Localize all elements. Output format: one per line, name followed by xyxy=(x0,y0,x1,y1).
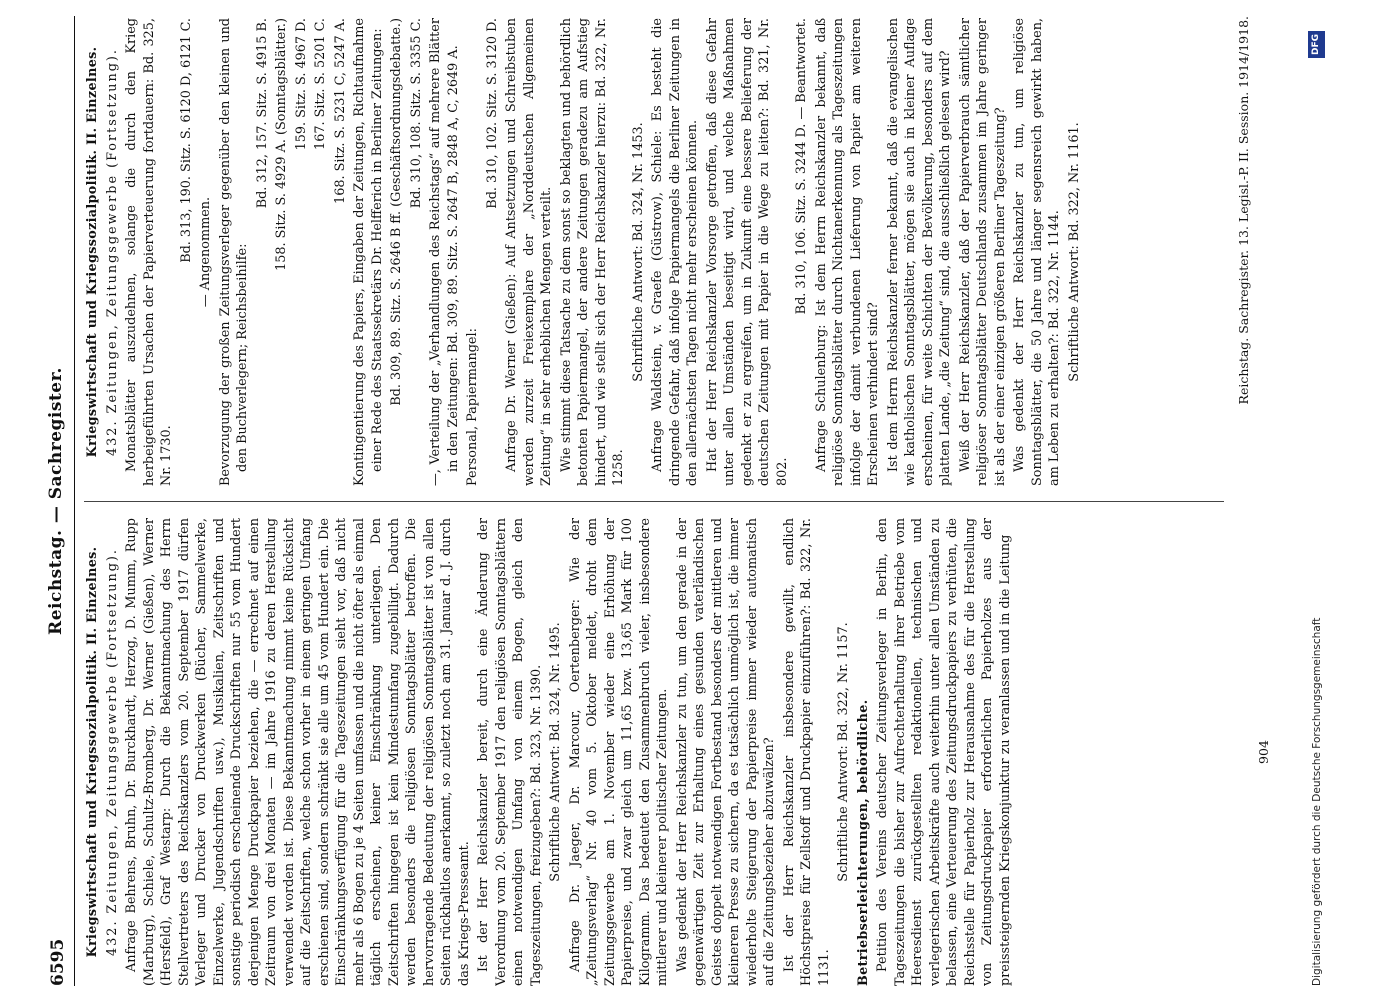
paragraph: Petition des Vereins deutscher Zeitungsverleger in Berlin, den Tageszeitungen die bisher zur Aufrechterhaltung ihrer Betriebe vom Heeresdienst zurückgestellten redaktionellen, technischen und verlegerischen Arbeitskräfte auch weiterhin unter allen Umständen zu belassen, eine Verteuerung des Zeitungsdruckpapiers zu verhüten, die Reichsstelle für Papierholz zur Herausnahme des für die Herstellung von Zeitungsdruckpapier erforderlichen Papierholzes aus der preissteigernden Kriegskonjunktur zu veranlassen und in die Leitung xyxy=(875,518,1013,986)
written-answer: Schriftliche Antwort: Bd. 324, Nr. 1495. xyxy=(548,622,563,882)
reference-entry: Bd. 313, 190. Sitz. S. 6120 D, 6121 C. xyxy=(178,18,194,263)
reference-entry: Bd. 309, 89. Sitz. S. 2646 B ff. (Geschäftsordnungsdebatte.) xyxy=(389,18,404,406)
paragraph: Anfrage Dr. Jaeger, Dr. Marcour, Oertenberger: Wie der „Zeitungsverlag“ Nr. 40 vom 5. Oktober meldet, droht dem Zeitungsgewerbe am 1. November wieder eine Erhöhung der Papierpreise, und zwar gleich um 11,65 bzw. 13,65 Mark für 100 Kilogramm. Das bedeutet den Zusammenbruch vieler, insbesondere mittlerer und kleinerer politischer Zeitungen. xyxy=(567,518,670,986)
entry: Bevorzugung der großen Zeitungsverleger gegenüber den kleinen und den Buchverlegern; Reichsbeihilfe: xyxy=(217,18,250,486)
column-right xyxy=(84,18,1224,486)
paragraph: Hat der Herr Reichskanzler Vorsorge getroffen, daß diese Gefahr unter allen Umständen beseitigt wird, und welche Maßnahmen gedenkt er zu ergreifen, um in Zukunft eine bessere Belieferung der deutschen Zeitungen mit Papier in die Wege zu leiten?: Bd. 321, Nr. 802. xyxy=(704,18,790,486)
section-subtitle: 432. Zeitungen, Zeitungsgewerbe (Fortsetzung). xyxy=(104,48,120,456)
footer-text: Reichstag. Sachregister. 13. Legisl.-P. II. Session. 1914/1918. xyxy=(1236,16,1251,405)
entry: —, Verteilung der „Verhandlungen des Reichstags“ auf mehrere Blätter in den Zeitungen: Bd. 309, 89. Sitz. S. 2647 B, 2848 A, C, 2649 A. xyxy=(428,18,461,486)
reference-entry: 168. Sitz. S. 5231 C, 5247 A. xyxy=(332,18,348,204)
paragraph: Ist der Herr Reichskanzler insbesondere gewillt, endlich Höchstpreise für Zellstoff und Druckpapier einzuführen?: Bd. 322, Nr. 1131. xyxy=(781,518,832,986)
entry: Personal, Papiermangel: xyxy=(465,328,480,486)
section-subtitle: 432. Zeitungen, Zeitungsgewerbe (Fortsetzung). xyxy=(104,548,120,956)
page-number: 6595 xyxy=(48,938,68,986)
paragraph: Monatsblätter auszudehnen, solange die durch den Krieg herbeigeführten Ursachen der Papierverteuerung fortdauern: Bd. 325, Nr. 1730. xyxy=(124,18,174,486)
reference-entry: 159. Sitz. S. 4967 D. xyxy=(293,18,309,151)
reference-entry: 167. Sitz. S. 5201 C. xyxy=(313,18,328,150)
written-answer: Schriftliche Antwort: Bd. 322, Nr. 1161. xyxy=(1066,122,1082,382)
paragraph: Ist dem Herrn Reichskanzler ferner bekannt, daß die evangelischen wie katholischen Sonntagsblätter, mögen sie auch in kleiner Auflage erscheinen, für weite Schichten der Bevölkerung, besonders auf dem platten Lande, „die Zeitung“ sind, die ausschließlich gelesen wird? xyxy=(885,18,953,486)
document-page xyxy=(44,16,1284,986)
reference-entry: Bd. 312, 157. Sitz. S. 4915 B. xyxy=(254,18,270,209)
written-answer: Schriftliche Antwort: Bd. 324, Nr. 1453. xyxy=(630,122,646,382)
funding-note-text: Digitalisierung gefördert durch die Deutsche Forschungsgemeinschaft xyxy=(1311,617,1323,986)
paragraph: Was gedenkt der Herr Reichskanzler zu tun, um den gerade in der gegenwärtigen Zeit zur Erhaltung eines gesunden vaterländischen Geistes doppelt notwendigen Fortbestand besonders der mittleren und kleineren Presse zu sichern, da es tatsächlich unmöglich ist, die immer wiederholte Steigerung der Papierpreise immer wieder automatisch auf die Zeitungsbezieher abzuwälzen? xyxy=(674,518,777,986)
reference-entry: — Angenommen. xyxy=(198,196,213,308)
reference-entry: 158. Sitz. S. 4929 A. (Sonntagsblätter.) xyxy=(274,18,289,271)
written-answer: Schriftliche Antwort: Bd. 322, Nr. 1157. xyxy=(836,622,851,882)
reference-entry: Bd. 310, 106. Sitz. S. 3244 D. — Beantwortet. xyxy=(794,18,809,315)
column-left xyxy=(84,518,1224,986)
subheading: Betriebserleichterungen, behördliche. xyxy=(855,699,871,986)
paragraph: Weiß der Herr Reichskanzler, daß der Papierverbrauch sämtlicher religiöser Sonntagsblätter Deutschlands zusammen im Jahre geringer ist als der einer einzigen größeren Berliner Tageszeitung? xyxy=(957,18,1008,486)
page-header xyxy=(44,16,75,986)
running-title: Reichstag. — Sachregister. xyxy=(46,367,66,635)
paragraph: Anfrage Waldstein, v. Graefe (Güstrow), Schiele: Es besteht die dringende Gefahr, daß infolge Papiermangels die Berliner Zeitungen in den allernächsten Tagen nicht mehr erscheinen können. xyxy=(650,18,700,486)
reference-entry: Bd. 310, 108. Sitz. S. 3355 C. xyxy=(408,18,424,209)
dfg-logo: DFG xyxy=(1308,31,1325,58)
entry: Kontingentierung des Papiers, Eingaben der Zeitungen, Richtaufnahme einer Rede des Staatssekretärs Dr. Helfferich in Berliner Zeitungen: xyxy=(352,18,385,486)
paragraph: Anfrage Behrens, Bruhn, Dr. Burckhardt, Herzog, D. Mumm, Rupp (Marburg), Schiele, Schultz-Bromberg, Dr. Werner (Gießen), Werner (Hersfeld), Graf Westarp: Durch die Bekanntmachung des Herrn Stellvertreters des Reichskanzlers vom 20. September 1917 dürfen Verleger und Drucker von Druckwerken (Bücher, Sammelwerke, Einzelwerke, Jugendschriften usw.), Musikalien, Zeitschriften und sonstige periodisch erscheinende Druckschriften nur 55 vom Hundert derjenigen Menge Druckpapier beziehen, die — errechnet auf einen Zeitraum von drei Monaten — im Jahre 1916 zu deren Herstellung verwendet worden ist. Diese Bekanntmachung nimmt keine Rücksicht auf die Zeitschriften, welche schon vorher in einem geringen Umfang erschienen sind, sondern schränkt sie alle um 45 vom Hundert ein. Die Einschränkungsverfügung für die Tageszeitungen sieht vor, daß nicht mehr als 6 Bogen zu je 4 Seiten umfassen und die nicht öfter als einmal täglich erscheinen, keiner Einschränkung unterliegen. Den Zeitschriften hingegen ist kein Mindestumfang zugebilligt. Dadurch werden besonders die religiösen Sonntagsblätter betroffen. Die hervorragende Bedeutung der religiösen Sonntagsblätter ist von allen Seiten rückhaltlos anerkannt, so zuletzt noch am 31. Januar d. J. durch das Kriegs-Presseamt. xyxy=(124,518,472,986)
section-title: Kriegswirtschaft und Kriegssozialpolitik. II. Einzelnes. xyxy=(85,546,100,958)
paragraph: Wie stimmt diese Tatsache zu dem sonst so beklagten und behördlich betonten Papiermangel, der andere Zeitungen geradezu am Aufstieg hindert, und wie stellt sich der Herr Reichskanzler hierzu: Bd. 322, Nr. 1258. xyxy=(558,18,626,486)
paragraph: Ist der Herr Reichskanzler bereit, durch eine Änderung der Verordnung vom 20. September 1917 den religiösen Sonntagsblättern einen notwendigen Umfang von einem Bogen, gleich den Tageszeitungen, freizugeben?: Bd. 323, Nr. 1390. xyxy=(476,518,544,986)
page-foot-number: 904 xyxy=(1256,740,1271,764)
digitization-note xyxy=(1308,0,1330,1000)
paragraph: Anfrage Schulenburg: Ist dem Herrn Reichskanzler bekannt, daß religiöse Sonntagsblätter durch Nichtanerkennung als Tageszeitungen infolge der damit verbundenen Lieferung von Papier am weiteren Erscheinen verhindert sind? xyxy=(813,18,881,486)
section-title: Kriegswirtschaft und Kriegssozialpolitik. II. Einzelnes. xyxy=(85,46,100,458)
column-divider xyxy=(84,501,1224,502)
paragraph: Was gedenkt der Herr Reichskanzler zu tun, um religiöse Sonntagsblätter, die 50 Jahre und länger segensreich gewirkt haben, am Leben zu erhalten?: Bd. 322, Nr. 1144. xyxy=(1012,18,1062,486)
reference-entry: Bd. 310, 102. Sitz. S. 3120 D. xyxy=(484,18,500,209)
paragraph: Anfrage Dr. Werner (Gießen): Auf Antsetzungen und Schreibstuben werden zurzeit Freiexemplare der „Norddeutschen Allgemeinen Zeitung“ in sehr erheblichen Mengen verteilt. xyxy=(504,18,554,486)
